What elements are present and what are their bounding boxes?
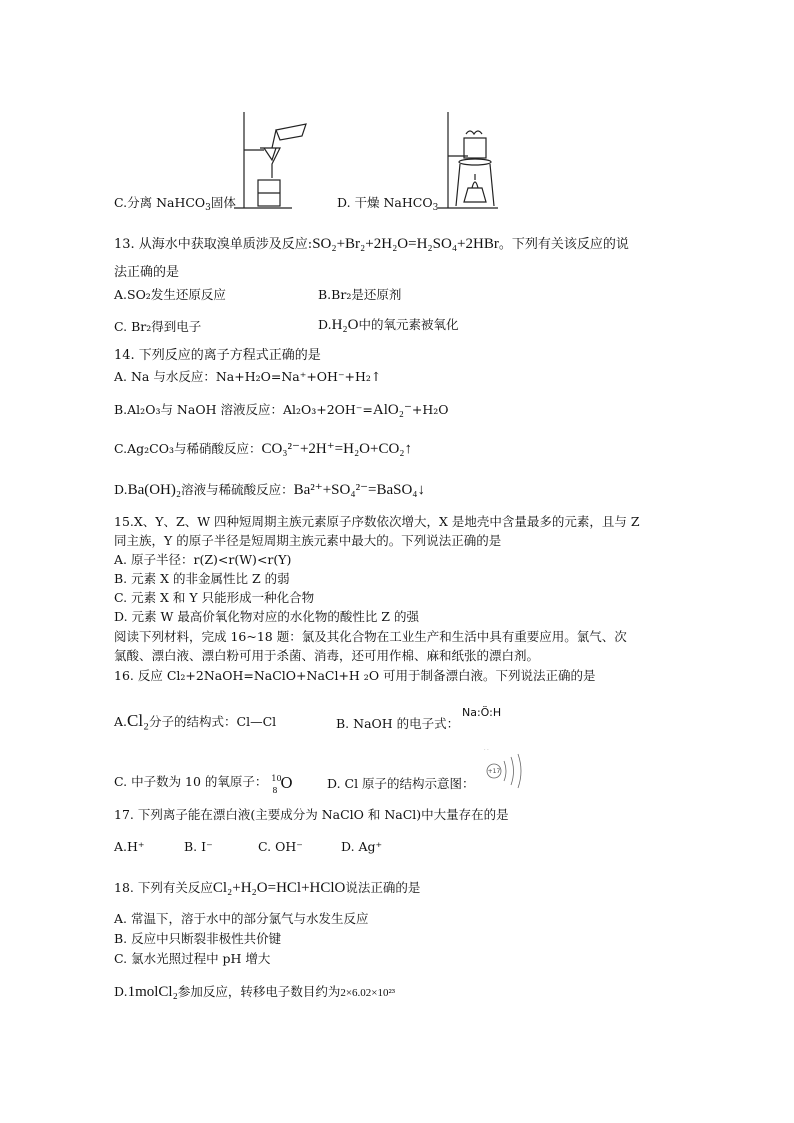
q13-option-c: C. Br₂得到电子 (114, 319, 202, 334)
reading-material-line2: 氯酸、漂白液、漂白粉可用于杀菌、消毒，还可用作棉、麻和纸张的漂白剂。 (114, 648, 540, 663)
q18-option-b: B. 反应中只断裂非极性共价键 (114, 931, 282, 946)
q18-option-a: A. 常温下，溶于水中的部分氯气与水发生反应 (114, 911, 369, 926)
q13-option-a: A.SO₂发生还原反应 (114, 287, 226, 302)
cl-atom-structure-diagram (482, 745, 528, 795)
q18-stem: 18. 下列有关反应Cl₂+H₂O=HCl+HClO说法正确的是 (114, 880, 421, 896)
naoh-electron-formula: Na:Ö:H (462, 706, 502, 719)
q17-option-b: B. I⁻ (184, 839, 213, 854)
q17-option-d: D. Ag⁺ (341, 839, 383, 854)
q17-option-a: A.H⁺ (114, 839, 145, 854)
q17-option-c: C. OH⁻ (258, 839, 303, 854)
q18-option-c: C. 氯水光照过程中 pH 增大 (114, 951, 271, 966)
q16-option-b: B. NaOH 的电子式： (336, 716, 460, 731)
q14-option-b: B.Al₂O₃与 NaOH 溶液反应：Al₂O₃+2OH⁻=AlO₂⁻+H₂O (114, 402, 449, 418)
q14-option-d: D.Ba(OH)₂溶液与稀硫酸反应：Ba²⁺+SO₄²⁻=BaSO₄↓ (114, 482, 426, 498)
q12-option-d: D. 干燥 NaHCO$_3$ (337, 195, 439, 213)
q16-option-c: C. 中子数为 10 的氧原子： 10 8 O (114, 773, 293, 795)
filtration-apparatus-figure (232, 108, 312, 213)
q15-stem: 15.X、Y、Z、W 四种短周期主族元素原子序数依次增大，X 是地壳中含量最多的元素，且与 Z (114, 514, 640, 529)
q17-stem: 17. 下列离子能在漂白液(主要成分为 NaClO 和 NaCl)中大量存在的是 (114, 807, 509, 822)
q15-option-b: B. 元素 X 的非金属性比 Z 的弱 (114, 571, 290, 586)
q13-stem: 13. 从海水中获取溴单质涉及反应:SO₂+Br₂+2H₂O=H₂SO₄+2HBr。下列有关该反应的说 (114, 236, 629, 252)
q16-option-a: A.Cl₂分子的结构式：Cl—Cl (114, 711, 277, 730)
svg-text:· ·: · · (484, 747, 489, 753)
heating-apparatus-figure (438, 110, 508, 213)
q16-stem: 16. 反应 Cl₂+2NaOH=NaClO+NaCl+H ₂O 可用于制备漂白液。下列说法正确的是 (114, 668, 596, 683)
reading-material-line1: 阅读下列材料，完成 16~18 题：氯及其化合物在工业生产和生活中具有重要应用。氯气、次 (114, 629, 627, 644)
q16-option-d: D. Cl 原子的结构示意图： (327, 776, 475, 791)
q13-stem-cont: 法正确的是 (114, 265, 180, 280)
q15-option-d: D. 元素 W 最高价氧化物对应的水化物的酸性比 Z 的强 (114, 609, 419, 624)
q15-option-c: C. 元素 X 和 Y 只能形成一种化合物 (114, 590, 315, 605)
q13-option-b: B.Br₂是还原剂 (318, 287, 402, 302)
q14-option-c: C.Ag₂CO₃与稀硝酸反应：CO₃²⁻+2H⁺=H₂O+CO₂↑ (114, 441, 413, 457)
q13-equation: SO₂+Br₂+2H₂O=H₂SO₄+2HBr (312, 236, 499, 252)
q15-stem-cont: 同主族，Y 的原子半径是短周期主族元素中最大的。下列说法正确的是 (114, 533, 502, 548)
q14-option-a: A. Na 与水反应：Na+H₂O=Na⁺+OH⁻+H₂↑ (114, 369, 382, 384)
q14-stem: 14. 下列反应的离子方程式正确的是 (114, 348, 321, 363)
q15-option-a: A. 原子半径：r(Z)<r(W)<r(Y) (114, 552, 292, 567)
q13-option-d: D.H₂O中的氧元素被氧化 (318, 317, 459, 333)
cl-nucleus-charge: +17 (487, 768, 501, 775)
q12-option-c: C.分离 NaHCO$_3$固体 (114, 195, 236, 213)
q18-option-d: D.1molCl₂参加反应，转移电子数目约为2×6.02×10²³ (114, 984, 396, 1000)
